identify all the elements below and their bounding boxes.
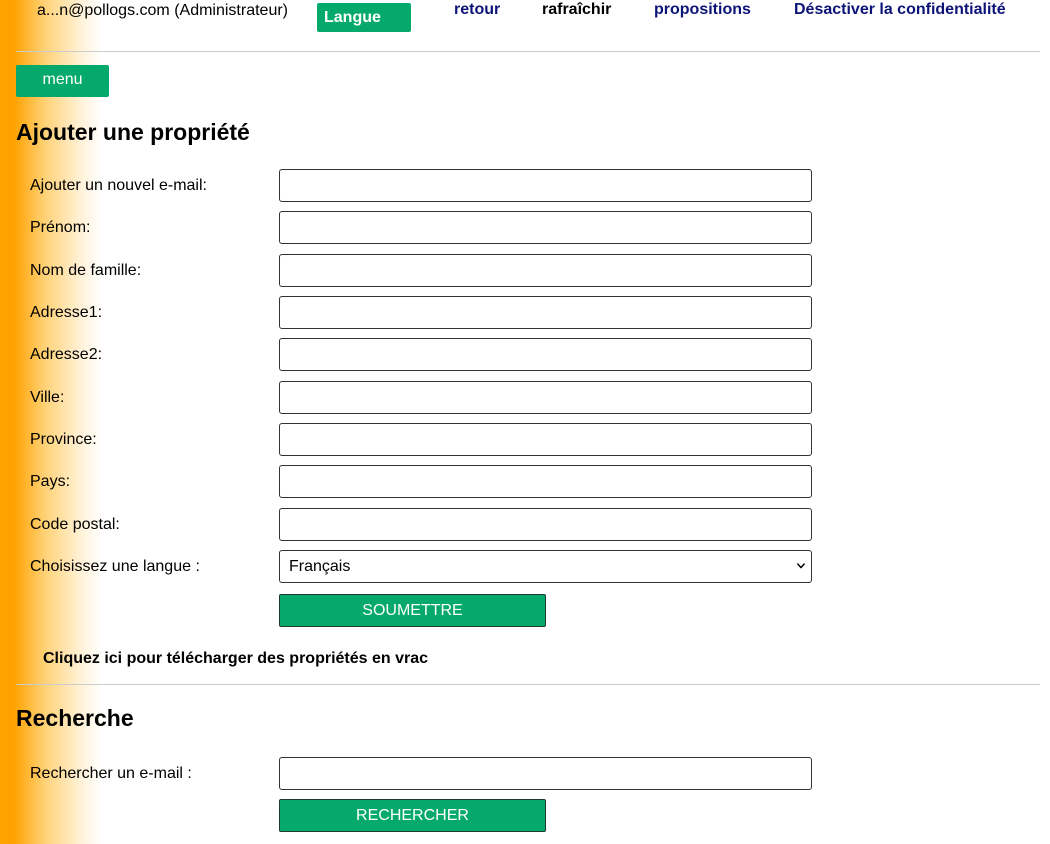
section-divider	[16, 684, 1040, 685]
city-label: Ville:	[30, 389, 65, 406]
search-button[interactable]: RECHERCHER	[279, 799, 546, 832]
city-input[interactable]	[279, 381, 812, 414]
search-email-input[interactable]	[279, 757, 812, 790]
add-property-title: Ajouter une propriété	[16, 119, 250, 145]
country-label: Pays:	[30, 473, 71, 490]
bulk-upload-link[interactable]: Cliquez ici pour télécharger des propriétés en vrac	[43, 650, 429, 667]
top-bar	[0, 0, 1050, 50]
chevron-down-icon	[797, 562, 805, 570]
menu-button[interactable]: menu	[16, 65, 109, 97]
proposals-link[interactable]: propositions	[654, 1, 751, 18]
disable-privacy-link[interactable]: Désactiver la confidentialité	[794, 1, 1006, 18]
address1-label: Adresse1:	[30, 304, 103, 321]
language-select-value: Français	[289, 558, 351, 575]
search-title: Recherche	[16, 705, 134, 731]
postal-code-input[interactable]	[279, 508, 812, 541]
language-label: Choisissez une langue :	[30, 558, 200, 575]
address1-input[interactable]	[279, 296, 812, 329]
country-input[interactable]	[279, 465, 812, 498]
address2-label: Adresse2:	[30, 346, 103, 363]
current-user: a...n@pollogs.com (Administrateur)	[37, 2, 288, 19]
province-input[interactable]	[279, 423, 812, 456]
header-divider	[16, 51, 1040, 52]
first-name-input[interactable]	[279, 211, 812, 244]
back-link[interactable]: retour	[454, 1, 501, 18]
last-name-input[interactable]	[279, 254, 812, 287]
submit-button[interactable]: SOUMETTRE	[279, 594, 546, 627]
address2-input[interactable]	[279, 338, 812, 371]
postal-code-label: Code postal:	[30, 516, 120, 533]
last-name-label: Nom de famille:	[30, 262, 142, 279]
new-email-input[interactable]	[279, 169, 812, 202]
refresh-link[interactable]: rafraîchir	[542, 1, 612, 18]
province-label: Province:	[30, 431, 97, 448]
search-email-label: Rechercher un e-mail :	[30, 765, 192, 782]
first-name-label: Prénom:	[30, 219, 91, 236]
language-select[interactable]	[279, 550, 812, 583]
language-button[interactable]: Langue	[317, 3, 411, 32]
email-label: Ajouter un nouvel e-mail:	[30, 177, 207, 194]
